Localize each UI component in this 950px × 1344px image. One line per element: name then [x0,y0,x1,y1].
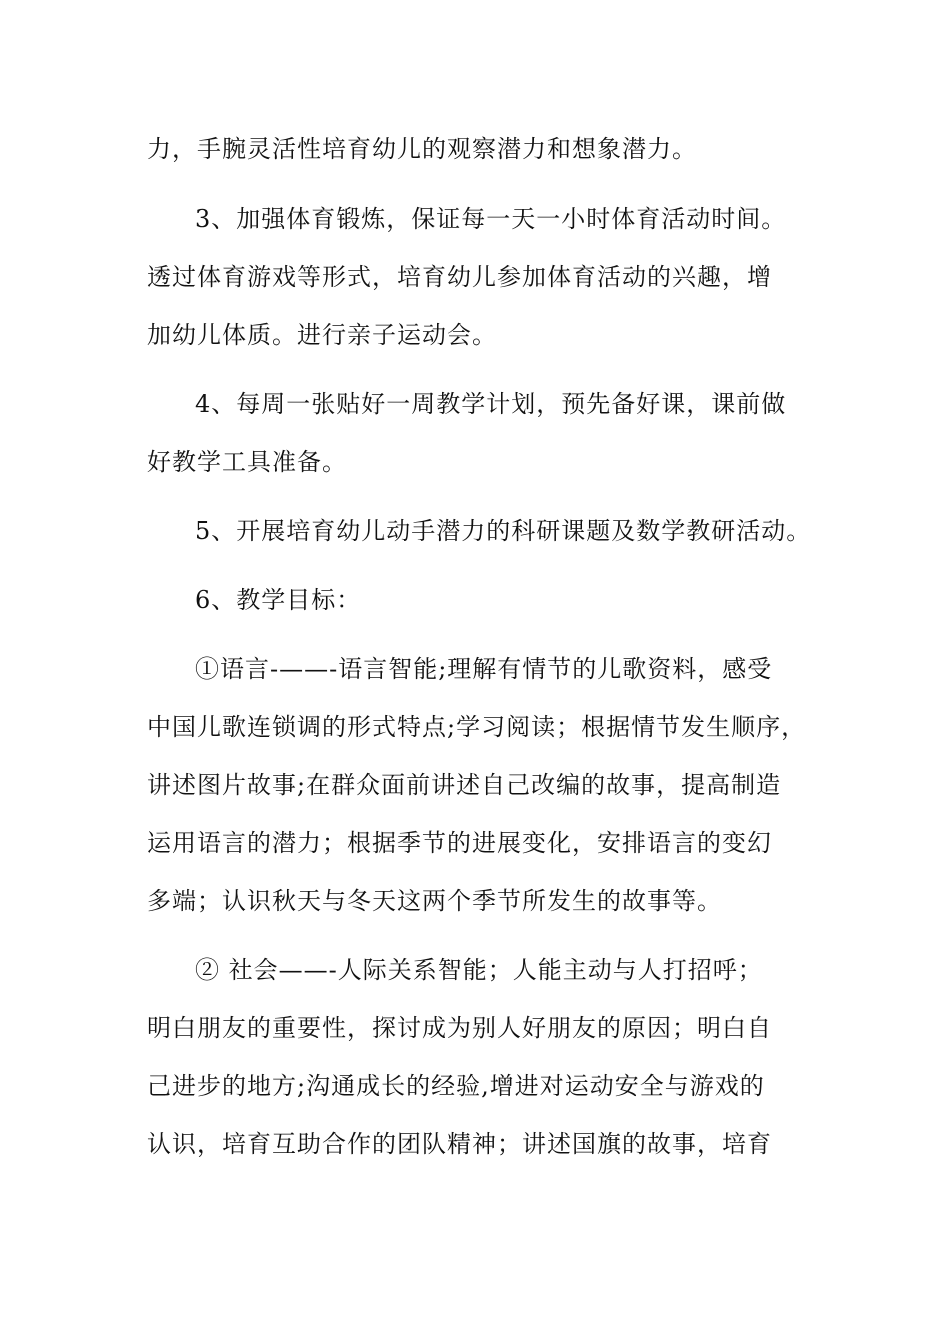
text-line: 6、教学目标： [195,586,362,614]
text-line: 5、开展培育幼儿动手潜力的科研课题及数学教研活动。 [195,517,812,545]
text-line: 运用语言的潜力；根据季节的进展变化，安排语言的变幻 [147,829,772,857]
text-line: 多端；认识秋天与冬天这两个季节所发生的故事等。 [147,887,722,915]
text-line: 好教学工具准备。 [147,448,347,476]
text-line: 认识，培育互助合作的团队精神；讲述国旗的故事，培育 [147,1130,772,1158]
text-line: ② 社会——-人际关系智能；人能主动与人打招呼； [195,956,763,984]
text-line: 己进步的地方;沟通成长的经验,增进对运动安全与游戏的 [147,1072,765,1100]
text-line: 中国儿歌连锁调的形式特点;学习阅读；根据情节发生顺序， [147,713,807,741]
text-line: 3、加强体育锻炼，保证每一天一小时体育活动时间。 [195,205,787,233]
text-line: 透过体育游戏等形式，培育幼儿参加体育活动的兴趣，增 [147,263,772,291]
text-line: 力，手腕灵活性培育幼儿的观察潜力和想象潜力。 [147,135,697,163]
text-line: ①语言-——-语言智能;理解有情节的儿歌资料，感受 [195,655,773,683]
text-line: 4、每周一张贴好一周教学计划，预先备好课，课前做 [195,390,787,418]
text-line: 讲述图片故事;在群众面前讲述自己改编的故事，提高制造 [147,771,782,799]
text-line: 加幼儿体质。进行亲子运动会。 [147,321,497,349]
text-line: 明白朋友的重要性，探讨成为别人好朋友的原因；明白自 [147,1014,772,1042]
